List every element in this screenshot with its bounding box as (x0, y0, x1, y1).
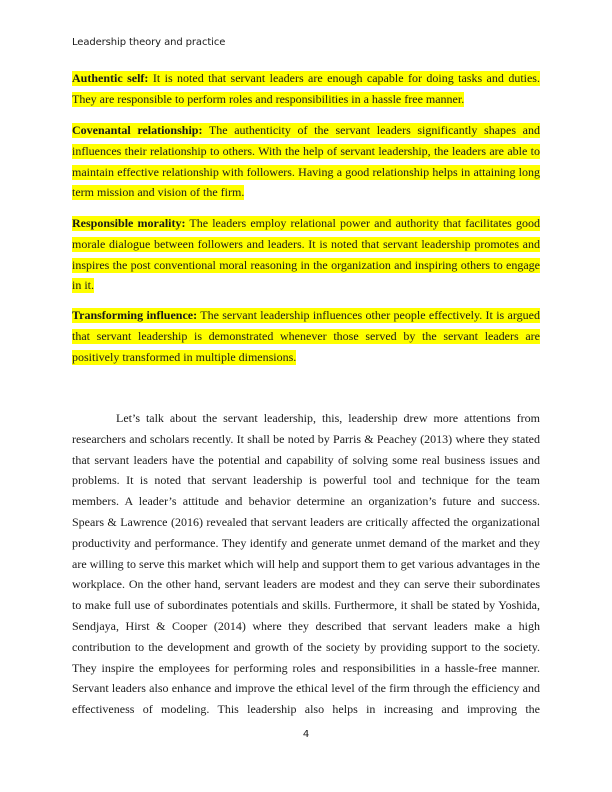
paragraph-line: to make full use of subordinates potentials and skills. Furthermore, it shall be stated by Yoshida, (72, 598, 540, 613)
paragraph-line: that servant leaders have the potential and capability of solving some real business issues and (72, 452, 540, 467)
paragraph-line: They inspire the employees for performing roles and responsibilities in a hassle-free manner. (72, 660, 540, 675)
section-covenantal-relationship: Covenantal relationship: The authenticity of the servant leaders significantly shapes and influences their relationship to others. With the help of servant leadership, the leaders are able to maintain effective relationship with followers. Having a good relationship helps in attaining long term mission and vision of the firm. (72, 123, 540, 200)
paragraph-line: researchers and scholars recently. It shall be noted by Parris & Peachey (2013) where they stated (72, 431, 540, 446)
paragraph-line: problems. It is noted that servant leadership is powerful tool and technique for the team (72, 473, 540, 488)
paragraph-line: are willing to serve this market which will help and support them to get various advantages in the (72, 556, 540, 571)
paragraph-line: effectiveness of modeling. This leadership also helps in increasing and improving the (72, 702, 540, 717)
paragraph-line: members. A leader’s attitude and behavior determine an organization’s future and success. (72, 494, 540, 509)
section-authentic-self: Authentic self: It is noted that servant leaders are enough capable for doing tasks and duties. They are responsible to perform roles and responsibilities in a hassle free manner. (72, 71, 540, 106)
paragraph-line: Servant leaders also enhance and improve the ethical level of the firm through the efficiency and (72, 681, 540, 696)
term-covenantal-relationship: Covenantal relationship: (72, 123, 203, 137)
paragraph-line: productivity and performance. They identify and generate unmet demand of the market and they (72, 535, 540, 550)
term-authentic-self: Authentic self: (72, 71, 149, 85)
page-header: Leadership theory and practice (72, 37, 226, 48)
term-transforming-influence: Transforming influence: (72, 308, 198, 322)
page-number: 4 (302, 729, 310, 740)
section-responsible-morality: Responsible morality: The leaders employ relational power and authority that facilitates good morale dialogue between followers and leaders. It is noted that servant leadership promotes and inspires the post conventional moral reasoning in the organization and inspiring others to engage in it. (72, 216, 540, 293)
section-transforming-influence: Transforming influence: The servant leadership influences other people effectively. It is argued that servant leadership is demonstrated whenever those served by the servant leaders are positively transformed in multiple dimensions. (72, 308, 540, 364)
paragraph-line: contribution to the development and growth of the society by providing support to the society. (72, 639, 540, 654)
paragraph-line: Spears & Lawrence (2016) revealed that servant leaders are critically affected the organizational (72, 514, 540, 529)
paragraph-line: Let’s talk about the servant leadership, this, leadership drew more attentions from (116, 411, 540, 425)
body-paragraph (72, 408, 540, 720)
paragraph-line: Sendjaya, Hirst & Cooper (2014) where they described that servant leaders make a high (72, 618, 540, 633)
paragraph-line: workplace. On the other hand, servant leaders are modest and they can serve their subordinates (72, 577, 540, 592)
term-responsible-morality: Responsible morality: (72, 216, 186, 230)
